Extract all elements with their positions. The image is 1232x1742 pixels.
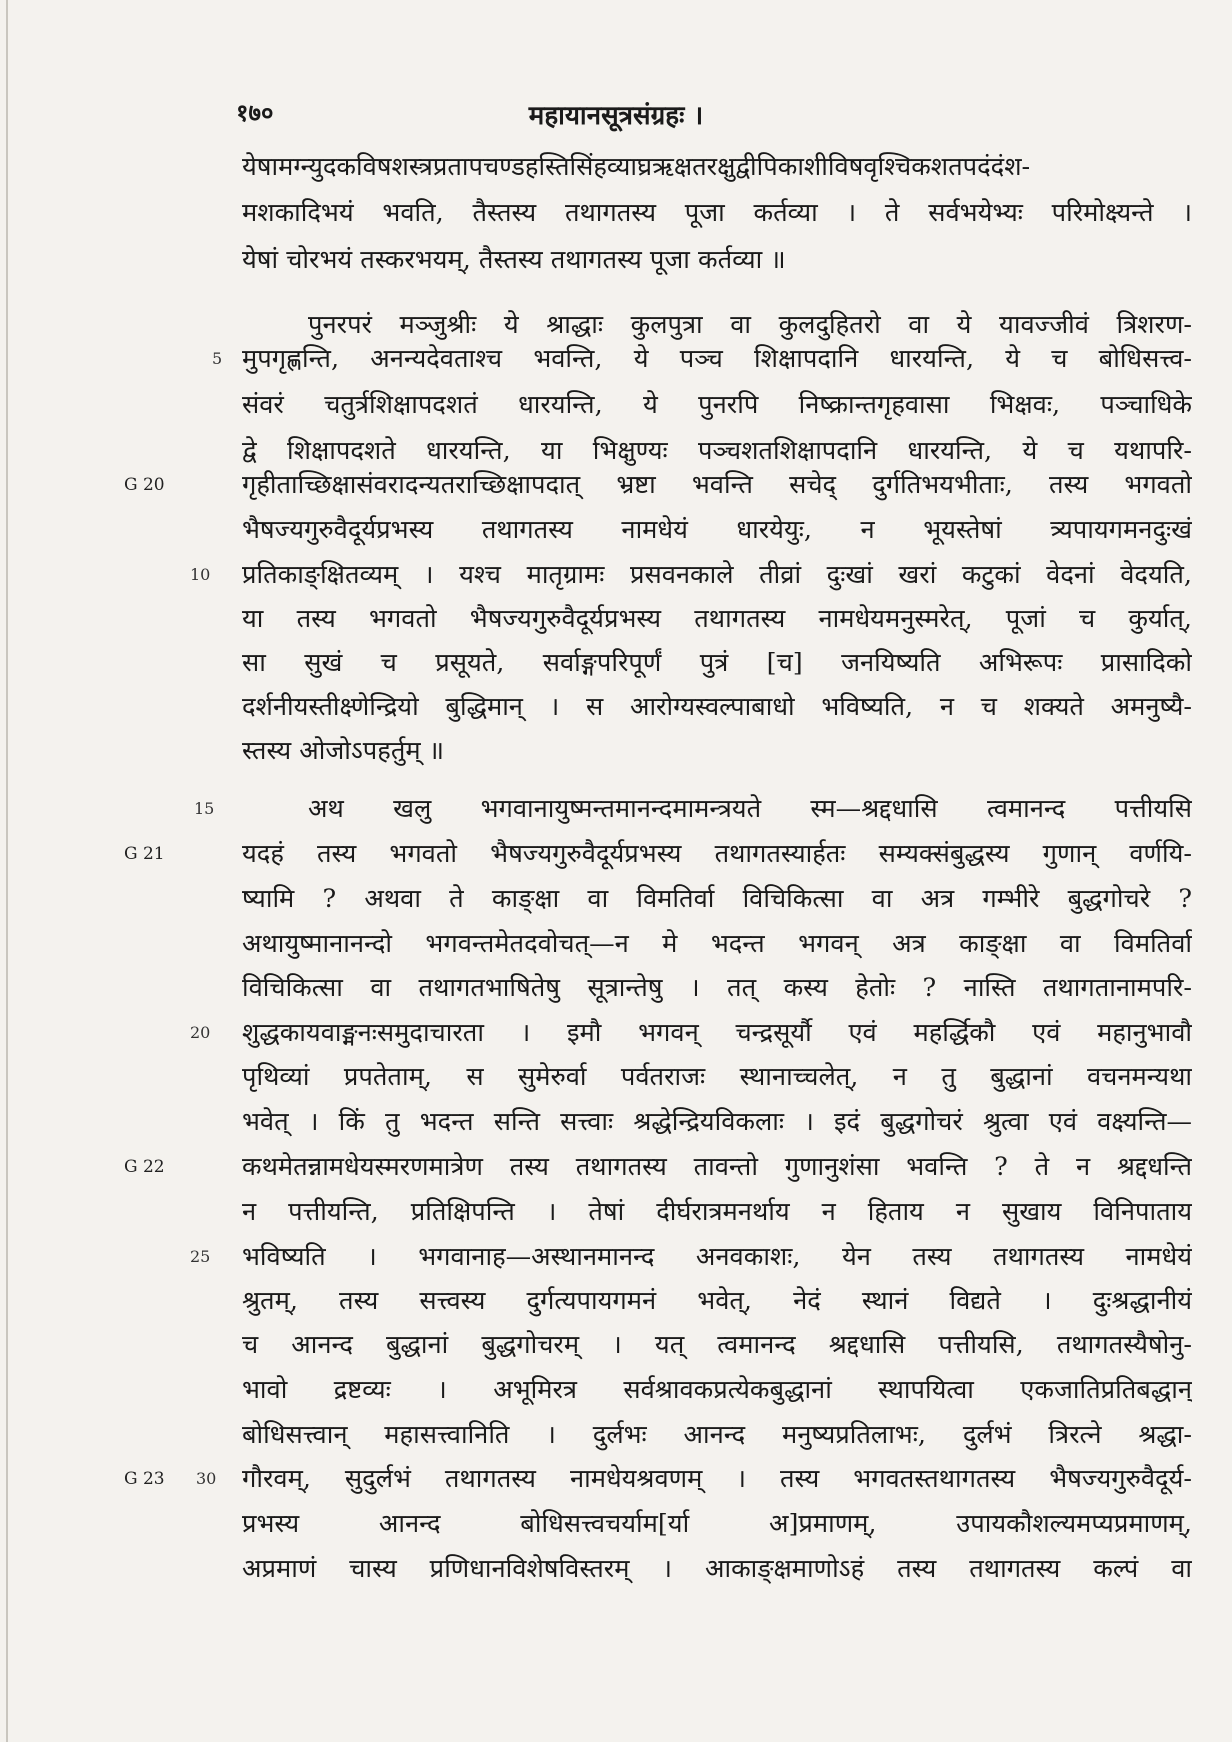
line-number: 30 <box>196 1469 217 1488</box>
text-line: सा सुखं च प्रसूयते, सर्वाङ्गपरिपूर्णं पुत्रं [च] जनयिष्यति अभिरूपः प्रासादिको <box>242 648 1192 678</box>
text-line: शुद्धकायवाङ्मनःसमुदाचारता । इमौ भगवन् चन्द्रसूर्यौ एवं महर्द्धिकौ एवं महानुभावौ <box>242 1018 1192 1048</box>
text-line: प्रतिकाङ्क्षितव्यम् । यश्च मातृग्रामः प्रसवनकाले तीव्रां दुःखां खरां कटुकां वेदनां वेदयति, <box>242 560 1192 590</box>
text-line: स्तस्य ओजोऽपहर्तुम् ॥ <box>242 736 444 766</box>
text-line: बोधिसत्त्वान् महासत्त्वानिति । दुर्लभः आनन्द मनुष्यप्रतिलाभः, दुर्लभं त्रिरत्ने श्रद्धा- <box>242 1420 1192 1450</box>
text-line: संवरं चतुर्त्रशिक्षापदशतं धारयन्ति, ये पुनरपि निष्क्रान्तगृहवासा भिक्षवः, पञ्चाधिके <box>242 390 1192 420</box>
text-line: पुनरपरं मञ्जुश्रीः ये श्राद्धाः कुलपुत्रा वा कुलदुहितरो वा ये यावज्जीवं त्रिशरण- <box>308 310 1192 340</box>
text-line: न पत्तीयन्ति, प्रतिक्षिपन्ति । तेषां दीर्घरात्रमनर्थाय न हिताय न सुखाय विनिपाताय <box>242 1197 1192 1227</box>
text-line: मशकादिभयं भवति, तैस्तस्य तथागतस्य पूजा कर्तव्या । ते सर्वभयेभ्यः परिमोक्ष्यन्ते । <box>242 198 1192 228</box>
text-line: द्वे शिक्षापदशते धारयन्ति, या भिक्षुण्यः पञ्चशतशिक्षापदानि धारयन्ति, ये च यथापरि- <box>242 436 1192 466</box>
text-line: भैषज्यगुरुवैदूर्यप्रभस्य तथागतस्य नामधेयं धारयेयुः, न भूयस्तेषां त्र्यपायगमनदुःखं <box>242 515 1192 545</box>
text-line: यदहं तस्य भगवतो भैषज्यगुरुवैदूर्यप्रभस्य तथागतस्यार्हतः सम्यक्संबुद्धस्य गुणान् वर्णयि- <box>242 839 1192 869</box>
margin-reference: G 22 <box>124 1157 165 1177</box>
text-line: मुपगृह्णन्ति, अनन्यदेवताश्च भवन्ति, ये पञ्च शिक्षापदानि धारयन्ति, ये च बोधिसत्त्व- <box>242 344 1192 374</box>
text-line: दर्शनीयस्तीक्ष्णेन्द्रियो बुद्धिमान् । स आरोग्यस्वल्पाबाधो भविष्यति, न च शक्यते अमनुष्यै- <box>242 692 1192 722</box>
line-number: 15 <box>194 799 215 818</box>
margin-reference: G 21 <box>124 844 165 864</box>
margin-reference: G 20 <box>124 475 165 495</box>
running-title: महायानसूत्रसंग्रहः । <box>528 101 704 131</box>
text-line: अप्रमाणं चास्य प्रणिधानविशेषविस्तरम् । आकाङ्क्षमाणोऽहं तस्य तथागतस्य कल्पं वा <box>242 1554 1192 1584</box>
line-number: 5 <box>212 349 223 368</box>
text-line: या तस्य भगवतो भैषज्यगुरुवैदूर्यप्रभस्य तथागतस्य नामधेयमनुस्मरेत्, पूजां च कुर्यात्, <box>242 604 1192 634</box>
text-line: भविष्यति । भगवानाह—अस्थानमानन्द अनवकाशः, येन तस्य तथागतस्य नामधेयं <box>242 1242 1192 1272</box>
margin-reference: G 23 <box>124 1469 165 1489</box>
text-line: अथायुष्मानानन्दो भगवन्तमेतदवोचत्—न मे भदन्त भगवन् अत्र काङ्क्षा वा विमतिर्वा <box>242 929 1192 959</box>
text-line: विचिकित्सा वा तथागतभाषितेषु सूत्रान्तेषु । तत् कस्य हेतोः ? नास्ति तथागतानामपरि- <box>242 973 1192 1003</box>
line-number: 25 <box>190 1247 211 1266</box>
page-number: १७० <box>236 98 274 127</box>
text-line: भावो द्रष्टव्यः । अभूमिरत्र सर्वश्रावकप्रत्येकबुद्धानां स्थापयित्वा एकजातिप्रतिबद्धान् <box>242 1375 1192 1405</box>
text-line: च आनन्द बुद्धानां बुद्धगोचरम् । यत् त्वमानन्द श्रद्दधासि पत्तीयसि, तथागतस्यैषोनु- <box>242 1330 1192 1360</box>
text-line: भवेत् । किं तु भदन्त सन्ति सत्त्वाः श्रद्धेन्द्रियविकलाः । इदं बुद्धगोचरं श्रुत्वा एवं वक्ष्यन्ति— <box>242 1107 1192 1137</box>
text-line: अथ खलु भगवानायुष्मन्तमानन्दमामन्त्रयते स्म—श्रद्दधासि त्वमानन्द पत्तीयसि <box>308 794 1192 824</box>
page-edge <box>6 0 8 1742</box>
text-line: येषां चोरभयं तस्करभयम्, तैस्तस्य तथागतस्य पूजा कर्तव्या ॥ <box>242 245 786 275</box>
text-line: ष्यामि ? अथवा ते काङ्क्षा वा विमतिर्वा विचिकित्सा वा अत्र गम्भीरे बुद्धगोचरे ? <box>242 884 1192 914</box>
line-number: 20 <box>190 1023 211 1042</box>
page-header <box>0 96 1232 136</box>
text-line: श्रुतम्, तस्य सत्त्वस्य दुर्गत्यपायगमनं भवेत्, नेदं स्थानं विद्यते । दुःश्रद्धानीयं <box>242 1286 1192 1316</box>
text-line: पृथिव्यां प्रपतेताम्, स सुमेरुर्वा पर्वतराजः स्थानाच्चलेत्, न तु बुद्धानां वचनमन्यथा <box>242 1062 1192 1092</box>
text-line: गौरवम्, सुदुर्लभं तथागतस्य नामधेयश्रवणम् । तस्य भगवतस्तथागतस्य भैषज्यगुरुवैदूर्य- <box>242 1464 1192 1494</box>
text-line: येषामग्न्युदकविषशस्त्रप्रतापचण्डहस्तिसिंहव्याघ्रऋक्षतरक्षुद्वीपिकाशीविषवृश्चिकशतपदंदंश- <box>242 152 1031 182</box>
text-line: गृहीताच्छिक्षासंवरादन्यतराच्छिक्षापदात् भ्रष्टा भवन्ति सचेद् दुर्गतिभयभीताः, तस्य भगवतो <box>242 470 1192 500</box>
line-number: 10 <box>190 565 211 584</box>
text-line: कथमेतन्नामधेयस्मरणमात्रेण तस्य तथागतस्य तावन्तो गुणानुशंसा भवन्ति ? ते न श्रद्दधन्ति <box>242 1152 1192 1182</box>
text-line: प्रभस्य आनन्द बोधिसत्त्वचर्याम[र्या अ]प्रमाणम्, उपायकौशल्यमप्यप्रमाणम्, <box>242 1509 1192 1539</box>
